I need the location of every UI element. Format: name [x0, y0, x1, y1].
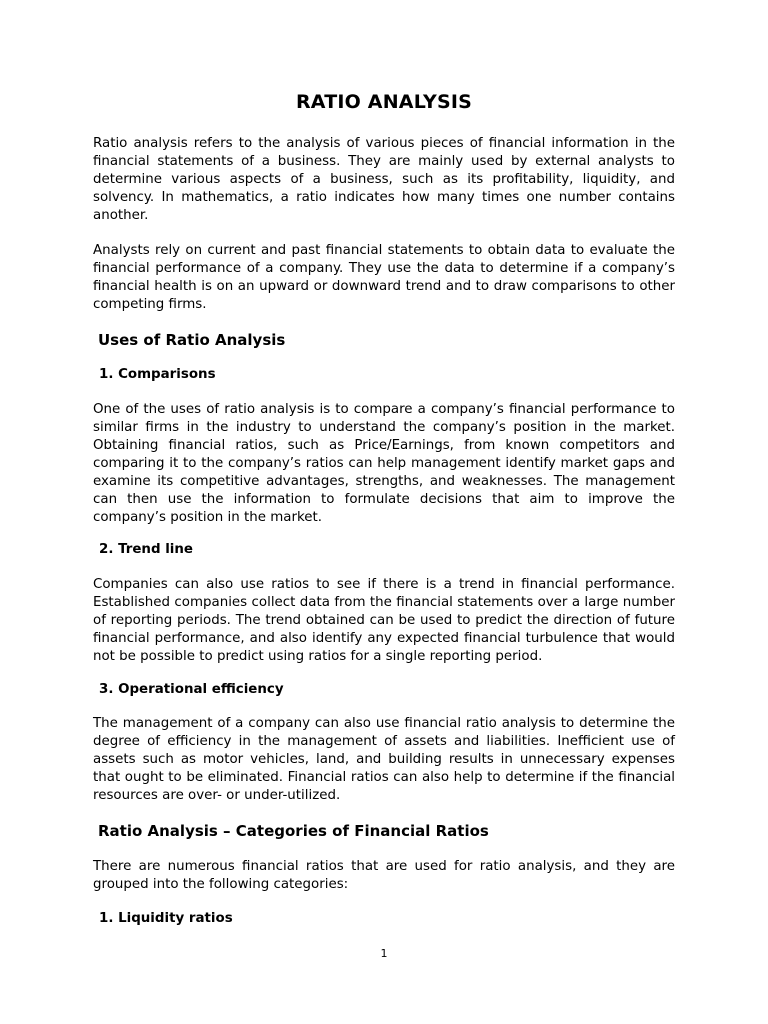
trend-line-heading: 2. Trend line: [99, 542, 193, 557]
document-title: RATIO ANALYSIS: [295, 91, 473, 113]
trend-line-paragraph: Companies can also use ratios to see if there is a trend in financial performance. Established companies collect data from the financial statements over a large number of reporting periods. The trend obtained can be used to predict the direction of future financial performance, and also identify any expected financial turbulence that would not be possible to predict using ratios for a single reporting period.: [93, 577, 675, 664]
operational-efficiency-paragraph: The management of a company can also use financial ratio analysis to determine the degree of efficiency in the management of assets and liabilities. Inefficient use of assets such as motor vehicles, land, and building results in unnecessary expenses that ought to be eliminated. Financial ratios can also help to determine if the financial resources are over- or under-utilized.: [93, 716, 675, 803]
intro-paragraph-2: Analysts rely on current and past financial statements to obtain data to evaluate the financial performance of a company. They use the data to determine if a company’s financial health is on an upward or downward trend and to draw comparisons to other competing firms.: [93, 243, 675, 312]
operational-efficiency-heading: 3. Operational efficiency: [99, 682, 284, 697]
page-number: 1: [380, 947, 388, 960]
liquidity-ratios-heading: 1. Liquidity ratios: [99, 911, 233, 926]
comparisons-paragraph: One of the uses of ratio analysis is to compare a company’s financial performance to similar firms in the industry to understand the company’s position in the market. Obtaining financial ratios, such as Price/Earnings, from known competitors and comparing it to the company’s ratios can help management identify market gaps and examine its competitive advantages, strengths, and weaknesses. The management can then use the information to formulate decisions that aim to improve the company’s position in the market.: [93, 402, 675, 525]
intro-paragraph-1: Ratio analysis refers to the analysis of various pieces of financial information in the financial statements of a business. They are mainly used by external analysts to determine various aspects of a business, such as its profitability, liquidity, and solvency. In mathematics, a ratio indicates how many times one number contains another.: [93, 136, 675, 223]
categories-section-heading: Ratio Analysis – Categories of Financial Ratios: [98, 822, 489, 840]
uses-section-heading: Uses of Ratio Analysis: [98, 331, 286, 349]
comparisons-heading: 1. Comparisons: [99, 367, 216, 382]
categories-intro-paragraph: There are numerous financial ratios that are used for ratio analysis, and they are grouped into the following categories:: [93, 859, 675, 892]
